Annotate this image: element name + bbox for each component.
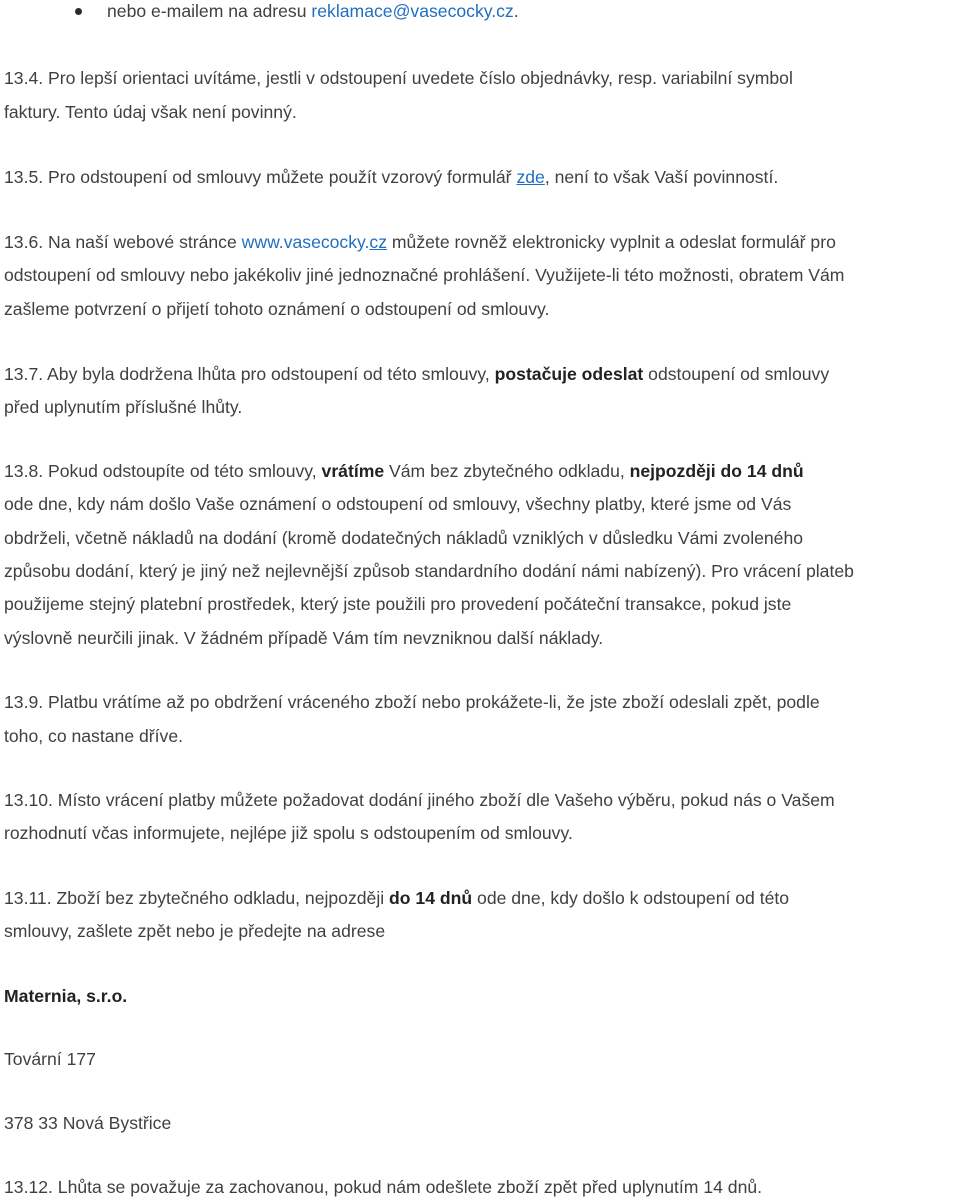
paragraph-13-5-text-end: , není to však Vaší povinností. xyxy=(544,167,779,187)
paragraph-13-8-text: 13.8. Pokud odstoupíte od této smlouvy, xyxy=(4,461,322,481)
paragraph-13-9-line-1: 13.9. Platbu vrátíme až po obdržení vráceného zboží nebo prokážete-li, že jste zboží odeslali zpět, podle xyxy=(4,692,820,712)
paragraph-13-6-text-end: můžete rovněž elektronicky vyplnit a odeslat formulář pro xyxy=(387,232,836,252)
paragraph-13-7-line-2: před uplynutím příslušné lhůty. xyxy=(4,397,243,417)
bullet-suffix: . xyxy=(513,1,519,21)
website-link[interactable]: www.vasecocky. xyxy=(241,232,370,252)
paragraph-13-5 xyxy=(4,161,954,194)
paragraph-13-8-line-4: způsobu dodání, který je jiný než nejlevnější způsob standardního dodání námi nabízený). Pro vrácení plateb xyxy=(4,561,854,581)
address-city: 378 33 Nová Bystřice xyxy=(4,1113,172,1133)
paragraph-13-7-text-end: odstoupení od smlouvy xyxy=(643,364,830,384)
paragraph-13-8-line-1 xyxy=(4,455,954,488)
bullet-dot-icon xyxy=(75,8,82,15)
bullet-text: nebo e-mailem na adresu xyxy=(107,1,312,21)
paragraph-13-10-line-1: 13.10. Místo vrácení platby můžete požadovat dodání jiného zboží dle Vašeho výběru, pokud nás o Vašem xyxy=(4,790,835,810)
bullet-item-email xyxy=(107,0,960,28)
paragraph-13-8-line-2: ode dne, kdy nám došlo Vaše oznámení o odstoupení od smlouvy, všechny platby, které jsme od Vás xyxy=(4,494,792,514)
paragraph-13-4-line-1: 13.4. Pro lepší orientaci uvítáme, jestli v odstoupení uvedete číslo objednávky, resp. variabilní symbol xyxy=(4,68,793,88)
paragraph-13-11-line-2: smlouvy, zašlete zpět nebo je předejte na adrese xyxy=(4,921,386,941)
emphasis-refund: vrátíme xyxy=(321,461,385,481)
paragraph-13-12: 13.12. Lhůta se považuje za zachovanou, pokud nám odešlete zboží zpět před uplynutím 14 dnů. xyxy=(4,1177,763,1197)
address-street: Tovární 177 xyxy=(4,1049,96,1069)
paragraph-13-9-line-2: toho, co nastane dříve. xyxy=(4,726,183,746)
paragraph-13-11-text-end: ode dne, kdy došlo k odstoupení od této xyxy=(472,888,790,908)
paragraph-13-11-text: 13.11. Zboží bez zbytečného odkladu, nejpozději xyxy=(4,888,390,908)
website-link-tld[interactable]: cz xyxy=(369,232,388,252)
email-link[interactable]: reklamace@vasecocky.cz xyxy=(311,1,514,21)
paragraph-13-10-line-2: rozhodnutí včas informujete, nejlépe již spolu s odstoupením od smlouvy. xyxy=(4,823,573,843)
paragraph-13-11-line-1 xyxy=(4,882,954,915)
emphasis-14-days: do 14 dnů xyxy=(389,888,473,908)
paragraph-13-7-text: 13.7. Aby byla dodržena lhůta pro odstoupení od této smlouvy, xyxy=(4,364,495,384)
paragraph-13-6-line-3: zašleme potvrzení o přijetí tohoto oznámení o odstoupení od smlouvy. xyxy=(4,299,550,319)
paragraph-13-6-text: 13.6. Na naší webové stránce xyxy=(4,232,242,252)
company-name: Maternia, s.r.o. xyxy=(4,986,128,1006)
paragraph-13-4-line-2: faktury. Tento údaj však není povinný. xyxy=(4,102,297,122)
emphasis-deadline: nejpozději do 14 dnů xyxy=(629,461,804,481)
form-link[interactable]: zde xyxy=(516,167,545,187)
paragraph-13-8-line-6: výslovně neurčili jinak. V žádném případě Vám tím nevzniknou další náklady. xyxy=(4,628,604,648)
paragraph-13-8-line-5: použijeme stejný platební prostředek, který jste použili pro provedení počáteční transakce, pokud jste xyxy=(4,594,792,614)
paragraph-13-8-line-3: obdrželi, včetně nákladů na dodání (kromě dodatečných nákladů vzniklých v důsledku Vámi zvoleného xyxy=(4,528,804,548)
paragraph-13-7-line-1 xyxy=(4,358,954,391)
emphasis-send: postačuje odeslat xyxy=(494,364,644,384)
paragraph-13-6-line-1 xyxy=(4,226,954,259)
paragraph-13-8-text-mid: Vám bez zbytečného odkladu, xyxy=(384,461,630,481)
paragraph-13-6-line-2: odstoupení od smlouvy nebo jakékoliv jiné jednoznačné prohlášení. Využijete-li této možnosti, obratem Vám xyxy=(4,265,845,285)
paragraph-13-5-text: 13.5. Pro odstoupení od smlouvy můžete použít vzorový formulář xyxy=(4,167,517,187)
